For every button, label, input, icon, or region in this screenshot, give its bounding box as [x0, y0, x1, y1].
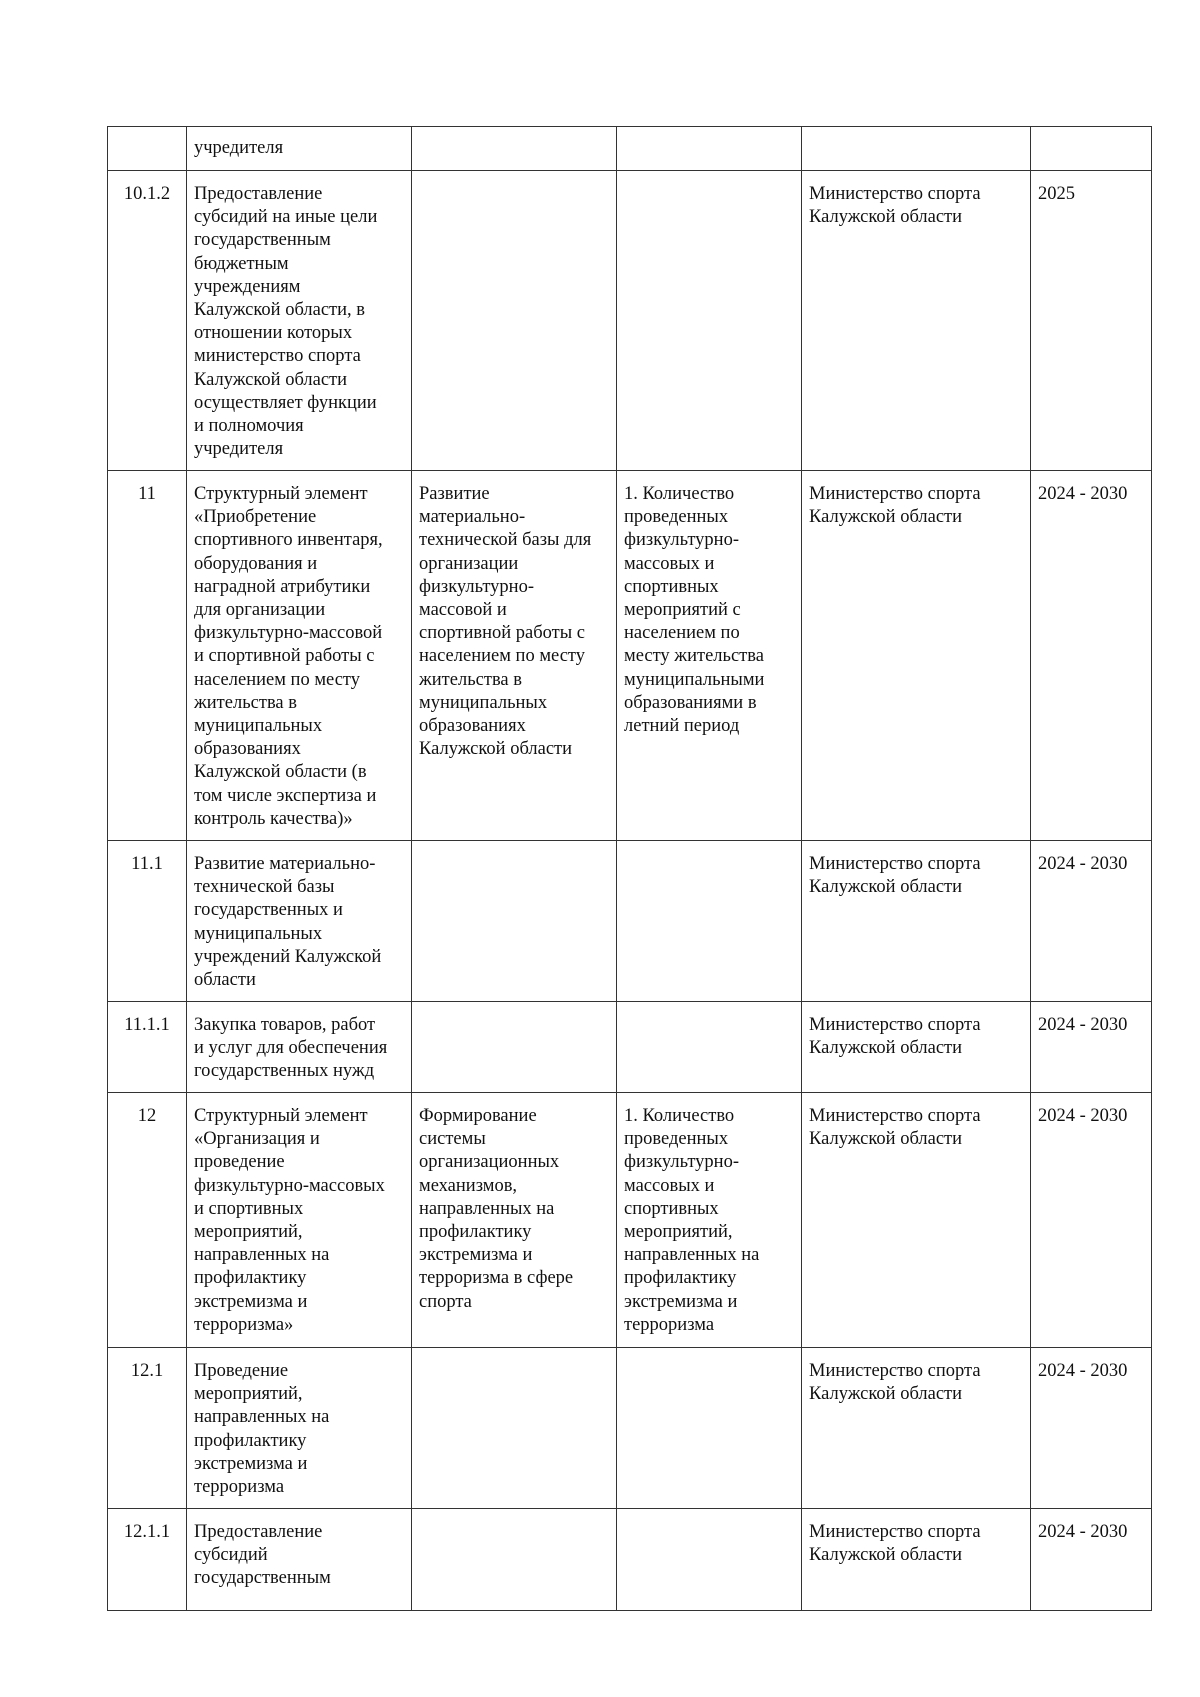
table-row: [108, 1002, 1152, 1093]
goal-cell: [412, 1002, 617, 1093]
measure-name-cell: Закупка товаров, работ и услуг для обеспечения государственных нужд: [187, 1002, 412, 1093]
executor-cell: [802, 127, 1031, 171]
goal-cell: Формирование системы организационных механизмов, направленных на профилактику экстремизма и терроризма в сфере спорта: [412, 1093, 617, 1348]
indicator-cell: 1. Количество проведенных физкультурно- массовых и спортивных мероприятий с населением по месту жительства муниципальными образованиями в летний период: [617, 471, 802, 841]
table-row: [108, 171, 1152, 471]
measure-name-cell: Структурный элемент «Приобретение спортивного инвентаря, оборудования и наградной атрибутики для организации физкультурно-массовой и спортивной работы с населением по месту жительства в муниципальных образованиях Калужской области (в том числе экспертиза и контроль качества)»: [187, 471, 412, 841]
measure-name-cell: Предоставление субсидий государственным: [187, 1509, 412, 1611]
row-number-cell: 11.1.1: [108, 1002, 187, 1093]
period-cell: 2025: [1031, 171, 1152, 471]
indicator-cell: [617, 1509, 802, 1611]
executor-cell: Министерство спорта Калужской области: [802, 1002, 1031, 1093]
executor-cell: Министерство спорта Калужской области: [802, 1093, 1031, 1348]
row-number-cell: [108, 127, 187, 171]
row-number-cell: 12.1.1: [108, 1509, 187, 1611]
measure-name-cell: Предоставление субсидий на иные цели государственным бюджетным учреждениям Калужской области, в отношении которых министерство спорта Калужской области осуществляет функции и полномочия учредителя: [187, 171, 412, 471]
executor-cell: Министерство спорта Калужской области: [802, 1509, 1031, 1611]
executor-cell: Министерство спорта Калужской области: [802, 1348, 1031, 1509]
measure-name-cell: Структурный элемент «Организация и проведение физкультурно-массовых и спортивных мероприятий, направленных на профилактику экстремизма и терроризма»: [187, 1093, 412, 1348]
row-number-cell: 12.1: [108, 1348, 187, 1509]
row-number-cell: 11: [108, 471, 187, 841]
row-number-cell: 12: [108, 1093, 187, 1348]
measure-name-cell: Проведение мероприятий, направленных на профилактику экстремизма и терроризма: [187, 1348, 412, 1509]
goal-cell: Развитие материально- технической базы для организации физкультурно- массовой и спортивной работы с населением по месту жительства в муниципальных образованиях Калужской области: [412, 471, 617, 841]
table-row: [108, 841, 1152, 1002]
row-number-cell: 11.1: [108, 841, 187, 1002]
table-row: [108, 1093, 1152, 1348]
executor-cell: Министерство спорта Калужской области: [802, 841, 1031, 1002]
period-cell: 2024 - 2030: [1031, 471, 1152, 841]
goal-cell: [412, 171, 617, 471]
measure-name-cell: учредителя: [187, 127, 412, 171]
table-row: [108, 471, 1152, 841]
goal-cell: [412, 1509, 617, 1611]
goal-cell: [412, 841, 617, 1002]
indicator-cell: [617, 1348, 802, 1509]
period-cell: 2024 - 2030: [1031, 841, 1152, 1002]
period-cell: 2024 - 2030: [1031, 1509, 1152, 1611]
indicator-cell: 1. Количество проведенных физкультурно- массовых и спортивных мероприятий, направленных на профилактику экстремизма и терроризма: [617, 1093, 802, 1348]
goal-cell: [412, 127, 617, 171]
executor-cell: Министерство спорта Калужской области: [802, 171, 1031, 471]
indicator-cell: [617, 127, 802, 171]
goal-cell: [412, 1348, 617, 1509]
period-cell: 2024 - 2030: [1031, 1002, 1152, 1093]
table-row: [108, 1509, 1152, 1611]
table-row: [108, 127, 1152, 171]
measure-name-cell: Развитие материально- технической базы государственных и муниципальных учреждений Калужской области: [187, 841, 412, 1002]
program-measures-table: [107, 126, 1152, 1611]
executor-cell: Министерство спорта Калужской области: [802, 471, 1031, 841]
period-cell: [1031, 127, 1152, 171]
indicator-cell: [617, 1002, 802, 1093]
indicator-cell: [617, 171, 802, 471]
indicator-cell: [617, 841, 802, 1002]
row-number-cell: 10.1.2: [108, 171, 187, 471]
period-cell: 2024 - 2030: [1031, 1093, 1152, 1348]
table-row: [108, 1348, 1152, 1509]
period-cell: 2024 - 2030: [1031, 1348, 1152, 1509]
